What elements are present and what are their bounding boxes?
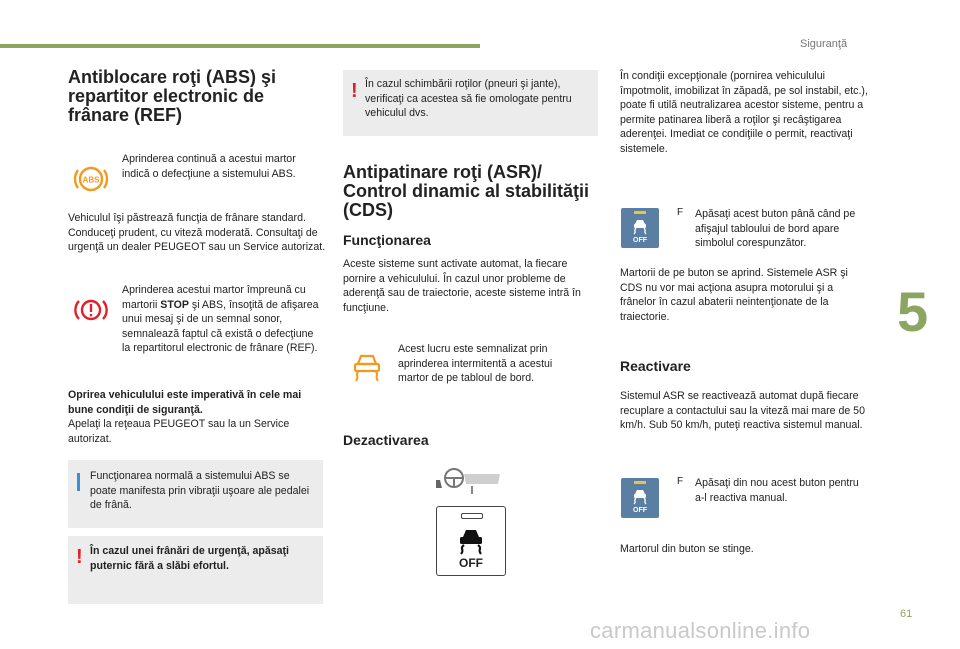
section-title: Siguranţă bbox=[800, 38, 848, 50]
functioning-text: Aceste sisteme sunt activate automat, la fiecare pornire a vehiculului. În cazul unor probleme de aderenţă sau de traiectorie, aceste sisteme intră în funcţiune. bbox=[343, 258, 581, 314]
asr-button-icon bbox=[621, 208, 659, 248]
steering-wheel-icon bbox=[434, 466, 506, 496]
abs-lamp-text: Aprinderea continuă a acestui martor indică o defecţiune a sistemului ABS. bbox=[122, 153, 296, 180]
lamp-off-text: Martorul din buton se stinge. bbox=[620, 543, 754, 555]
flash-text: Acest lucru este semnalizat prin aprinderea intermitentă a acestui martor de pe tabloul de bord. bbox=[398, 343, 553, 384]
press-again-text: Apăsaţi din nou acest buton pentru a-l reactiva manual. bbox=[695, 477, 859, 504]
vehicle-text: Vehiculul îşi păstrează funcţia de frânare standard. Conduceţi prudent, cu viteză moderată. Consultaţi de urgenţă un dealer PEUGEOT sau un Service autorizat. bbox=[68, 212, 326, 253]
warning-icon: ! bbox=[351, 80, 358, 102]
exceptional-text: În condiţii excepţionale (pornirea vehiculului împotmolit, imobilizat în zăpadă, pe sol instabil, etc.), poate fi utilă neutralizarea acestor sisteme, pentru a permite patinarea liberă a roţilor şi recâştigarea aderenţei. Imediat ce condiţiile o permit, reactivaţi sistemele. bbox=[620, 70, 868, 155]
button-off-label: OFF bbox=[633, 507, 647, 514]
asr-off-button[interactable] bbox=[436, 506, 506, 576]
ref-lamp-text: Aprinderea acestui martor împreună cu martorii STOP şi ABS, însoţită de afişarea unui mesaj şi de un semnal sonor, semnalează faptul că există o defecţiune la repartitorul electronic de frânare (REF). bbox=[122, 284, 319, 354]
button-led bbox=[634, 211, 646, 214]
abs-icon-label: ABS bbox=[82, 175, 100, 185]
skid-icon bbox=[631, 487, 649, 505]
skid-warning-icon bbox=[350, 348, 384, 384]
warning-icon: ! bbox=[76, 546, 83, 568]
button-led bbox=[461, 513, 483, 519]
info-icon bbox=[77, 473, 80, 491]
button-off-label: OFF bbox=[633, 237, 647, 244]
reactivation-title: Reactivare bbox=[620, 358, 691, 374]
press-text: Apăsaţi acest buton până când pe afişajul tabloului de bord apare simbolul corespunzător. bbox=[695, 208, 856, 249]
bullet: F bbox=[677, 476, 684, 487]
page-number: 61 bbox=[900, 608, 913, 620]
abs-warning-icon bbox=[73, 163, 109, 195]
info-box bbox=[68, 460, 323, 528]
deactivation-title: Dezactivarea bbox=[343, 432, 429, 448]
functioning-title: Funcţionarea bbox=[343, 232, 431, 248]
abs-title: Antiblocare roţi (ABS) şi repartitor electronic de frânare (REF) bbox=[68, 67, 277, 125]
off-label: OFF bbox=[459, 556, 483, 570]
info-box-text: Funcţionarea normală a sistemului ABS se poate manifesta prin vibraţii uşoare ale pedalei de frână. bbox=[90, 470, 310, 511]
asr-title: Antipatinare roţi (ASR)/ Control dinamic al stabilităţii (CDS) bbox=[343, 162, 590, 220]
reactivation-text: Sistemul ASR se reactivează automat după fiecare recuplare a contactului sau la viteză mai mare de 50 km/h. Sub 50 km/h, puteţi reactiva sistemul manual. bbox=[620, 390, 865, 431]
bullet: F bbox=[677, 207, 684, 218]
button-led bbox=[634, 481, 646, 484]
warning-box-text: În cazul unei frânări de urgenţă, apăsaţi puternic fără a slăbi efortul. bbox=[90, 545, 289, 572]
brake-warning-icon bbox=[73, 296, 109, 324]
header-bar bbox=[0, 44, 480, 48]
skid-icon bbox=[455, 525, 487, 555]
tire-warning-box bbox=[343, 70, 598, 136]
lamps-text: Martorii de pe buton se aprind. Sistemele ASR şi CDS nu vor mai acţiona asupra motorului şi a frânelor în cazul abaterii neintenţionate de la traiectorie. bbox=[620, 267, 848, 323]
warning-box bbox=[68, 536, 323, 604]
asr-button-icon bbox=[621, 478, 659, 518]
skid-icon bbox=[631, 217, 649, 235]
stop-text: Oprirea vehiculului este imperativă în cele mai bune condiţii de siguranţă. Apelaţi la reţeaua PEUGEOT sau la un Service autorizat. bbox=[68, 389, 302, 445]
chapter-number: 5 bbox=[897, 280, 929, 343]
tire-warning-text: În cazul schimbării roţilor (pneuri şi jante), verificaţi ca acestea să fie omologate pentru vehiculul dvs. bbox=[365, 78, 572, 119]
watermark: carmanualsonline.info bbox=[590, 618, 811, 643]
